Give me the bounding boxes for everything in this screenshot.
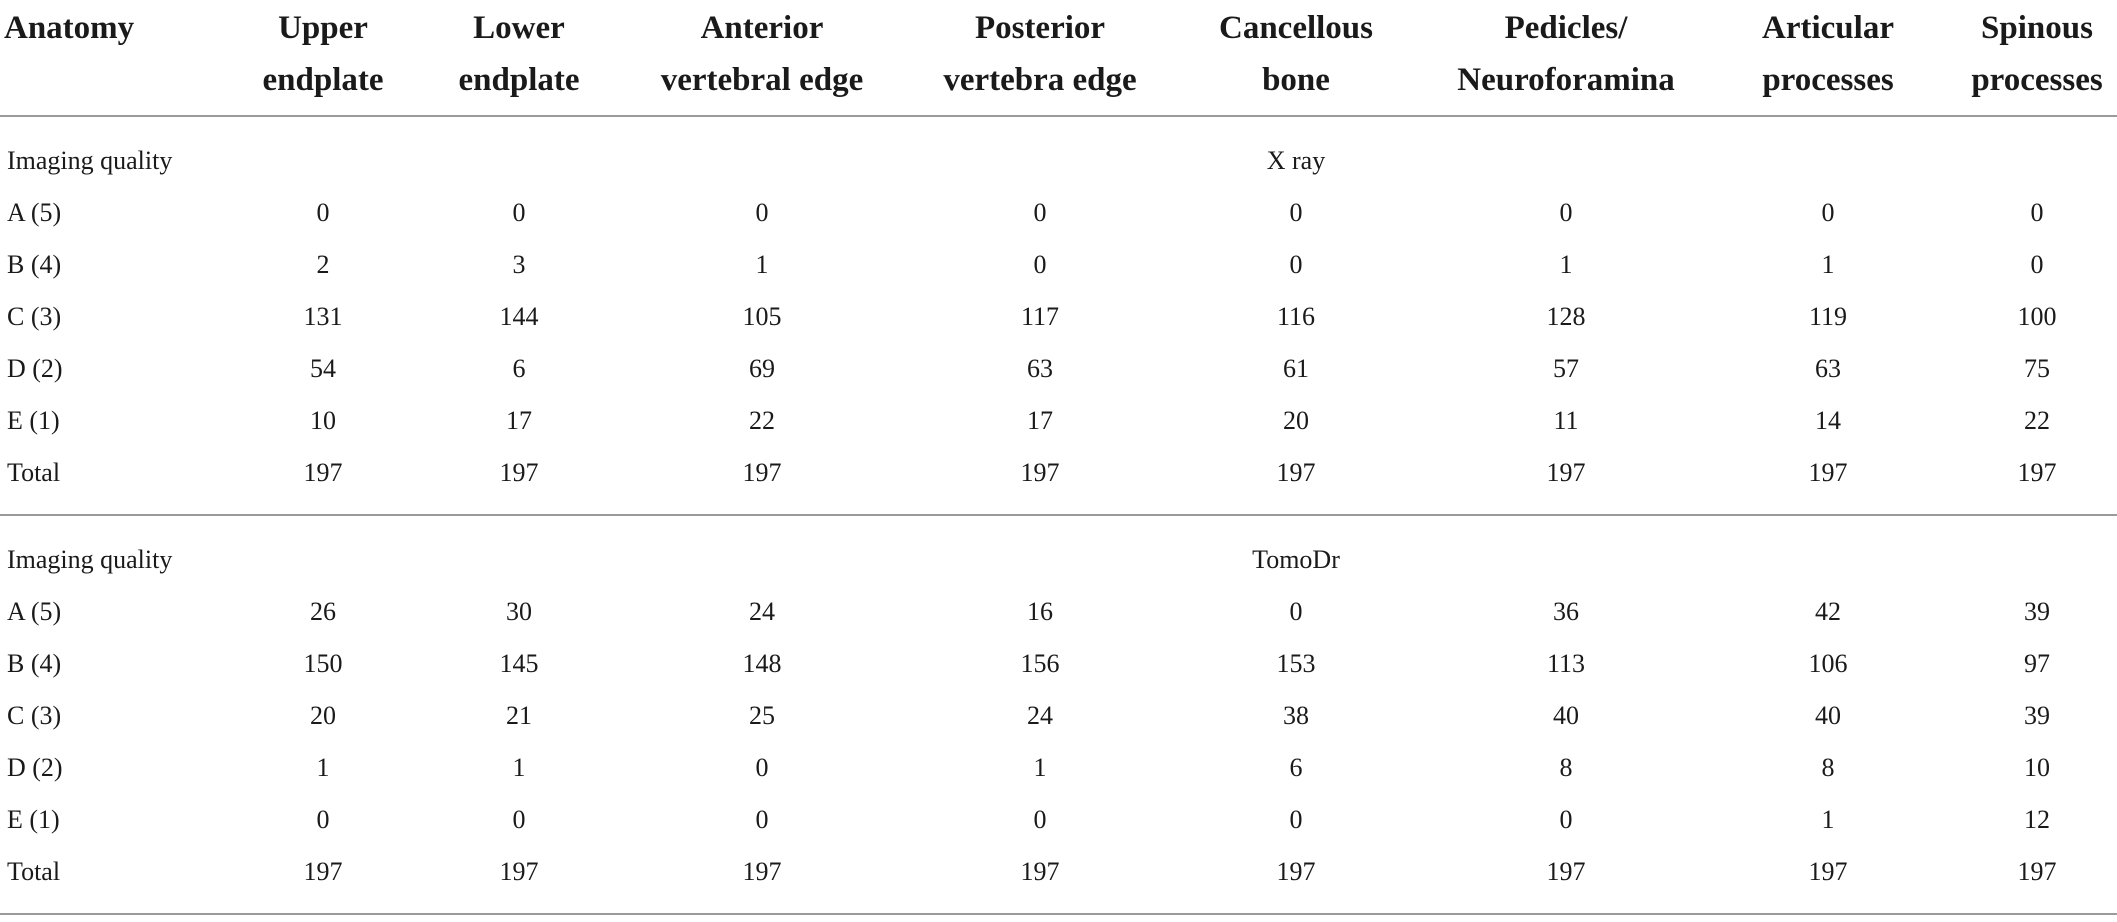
table-cell: 20 [310,701,336,730]
table-cell: 131 [303,302,343,331]
table-cell: 148 [742,649,782,678]
table-cell: 0 [1559,805,1573,834]
table-cell: 128 [1546,302,1586,331]
header-column-line: Lower [473,10,565,46]
section-modality: TomoDr [1252,545,1340,574]
table-cell: 0 [755,753,769,782]
table-cell: 42 [1815,597,1841,626]
header-column [1416,2,1716,106]
row-grade-label: D (2) [7,753,63,782]
table-cell: 63 [1815,354,1841,383]
table-cell: 0 [2030,198,2044,227]
table-header [0,0,2117,116]
table-cell: 14 [1815,406,1841,435]
table-cell: 0 [1289,198,1303,227]
header-column-line: Posterior [974,10,1106,46]
table-row [0,187,2117,239]
header-column [1728,2,1928,106]
table-cell: 30 [506,597,532,626]
table-row [0,239,2117,291]
section-divider [0,514,2117,516]
table-row [0,586,2117,638]
table-cell: 75 [2024,354,2050,383]
table-cell: 0 [1289,250,1303,279]
row-grade-label: D (2) [7,354,63,383]
row-grade-label: Total [7,458,61,487]
table-row [0,395,2117,447]
table-cell: 10 [2024,753,2050,782]
header-column-line: Upper [278,10,368,46]
section-modality: X ray [1266,146,1326,175]
table-cell: 100 [2017,302,2057,331]
header-anatomy [4,2,134,54]
table-cell: 197 [742,857,782,886]
header-column [1957,2,2117,106]
table-cell: 21 [506,701,532,730]
header-column-line: processes [1762,62,1894,98]
header-column-line: endplate [262,62,384,98]
header-column [233,2,413,106]
header-divider [0,115,2117,117]
table-cell: 22 [2024,406,2050,435]
table-cell: 117 [1020,302,1060,331]
table-cell: 69 [749,354,775,383]
table-cell: 197 [2017,857,2057,886]
table-cell: 11 [1553,406,1579,435]
table-cell: 39 [2024,701,2050,730]
header-column-line: processes [1971,62,2103,98]
table-cell: 10 [310,406,336,435]
table-cell: 17 [506,406,532,435]
table-cell: 197 [1020,857,1060,886]
table-cell: 3 [512,250,526,279]
table-cell: 105 [742,302,782,331]
header-column [1196,2,1396,106]
header-column-line: endplate [458,62,580,98]
header-column-line: Spinous [1981,10,2093,46]
section-label: Imaging quality [7,545,173,574]
table-cell: 197 [499,857,539,886]
table-cell: 150 [303,649,343,678]
table-row [0,447,2117,499]
table-cell: 197 [303,857,343,886]
table-cell: 113 [1546,649,1586,678]
table-cell: 26 [310,597,336,626]
table-cell: 0 [316,805,330,834]
table-row [0,343,2117,395]
table-cell: 1 [1033,753,1047,782]
table-cell: 22 [749,406,775,435]
table-cell: 17 [1027,406,1053,435]
table-cell: 197 [2017,458,2057,487]
table-cell: 144 [499,302,539,331]
table-cell: 197 [1020,458,1060,487]
row-grade-label: A (5) [7,198,62,227]
table-cell: 16 [1027,597,1053,626]
row-grade-label: E (1) [7,805,60,834]
table-cell: 197 [1276,857,1316,886]
table-cell: 0 [1289,805,1303,834]
table-cell: 6 [1289,753,1303,782]
table-cell: 106 [1808,649,1848,678]
table-cell: 24 [749,597,775,626]
table-cell: 1 [316,753,330,782]
table-cell: 197 [1808,458,1848,487]
table-cell: 40 [1815,701,1841,730]
table-cell: 197 [1808,857,1848,886]
header-column [622,2,902,106]
table-cell: 0 [512,198,526,227]
header-anatomy-label: Anatomy [4,10,135,46]
table-cell: 0 [1033,250,1047,279]
header-column-line: bone [1262,62,1330,98]
table-cell: 40 [1553,701,1579,730]
table-cell: 0 [1289,597,1303,626]
table-cell: 116 [1276,302,1316,331]
table-cell: 8 [1821,753,1835,782]
table-cell: 145 [499,649,539,678]
table-cell: 57 [1553,354,1579,383]
section-header-row [0,534,2117,586]
header-column [890,2,1190,106]
header-column-line: Pedicles/ [1504,10,1628,46]
header-column-line: Cancellous [1218,10,1373,46]
table-cell: 197 [1546,458,1586,487]
header-column-line: Neuroforamina [1457,62,1675,98]
table-cell: 8 [1559,753,1573,782]
table-cell: 1 [512,753,526,782]
header-column-line: vertebra edge [943,62,1137,98]
section-header-row [0,135,2117,187]
table-cell: 0 [755,198,769,227]
table-row [0,638,2117,690]
row-grade-label: B (4) [7,250,62,279]
table-cell: 36 [1553,597,1579,626]
table-row [0,794,2117,846]
row-grade-label: B (4) [7,649,62,678]
table-cell: 119 [1808,302,1848,331]
table-cell: 0 [1033,198,1047,227]
table-cell: 0 [512,805,526,834]
row-grade-label: A (5) [7,597,62,626]
table-cell: 63 [1027,354,1053,383]
row-grade-label: Total [7,857,61,886]
table-cell: 197 [1546,857,1586,886]
table-cell: 2 [316,250,330,279]
table-cell: 61 [1283,354,1309,383]
table-cell: 0 [1821,198,1835,227]
header-column [429,2,609,106]
table-cell: 6 [512,354,526,383]
table-row [0,690,2117,742]
table-row [0,742,2117,794]
table-cell: 25 [749,701,775,730]
section-divider [0,913,2117,915]
table-cell: 1 [755,250,769,279]
table-cell: 0 [755,805,769,834]
table-row [0,846,2117,898]
header-column-line: Anterior [700,10,824,46]
table-cell: 1 [1821,250,1835,279]
table-cell: 1 [1821,805,1835,834]
table-cell: 197 [303,458,343,487]
table-cell: 156 [1020,649,1060,678]
row-grade-label: E (1) [7,406,60,435]
table-cell: 0 [1559,198,1573,227]
table-row [0,291,2117,343]
table-cell: 197 [499,458,539,487]
row-grade-label: C (3) [7,302,62,331]
table-cell: 20 [1283,406,1309,435]
row-grade-label: C (3) [7,701,62,730]
table-cell: 197 [742,458,782,487]
table-cell: 197 [1276,458,1316,487]
table-cell: 0 [316,198,330,227]
table-cell: 0 [1033,805,1047,834]
table-cell: 12 [2024,805,2050,834]
table-cell: 54 [310,354,336,383]
header-column-line: Articular [1762,10,1894,46]
table-cell: 24 [1027,701,1053,730]
header-column-line: vertebral edge [660,62,864,98]
table-cell: 1 [1559,250,1573,279]
table-cell: 39 [2024,597,2050,626]
table-cell: 153 [1276,649,1316,678]
table-cell: 0 [2030,250,2044,279]
section-label: Imaging quality [7,146,173,175]
table-cell: 97 [2024,649,2050,678]
table-cell: 38 [1283,701,1309,730]
